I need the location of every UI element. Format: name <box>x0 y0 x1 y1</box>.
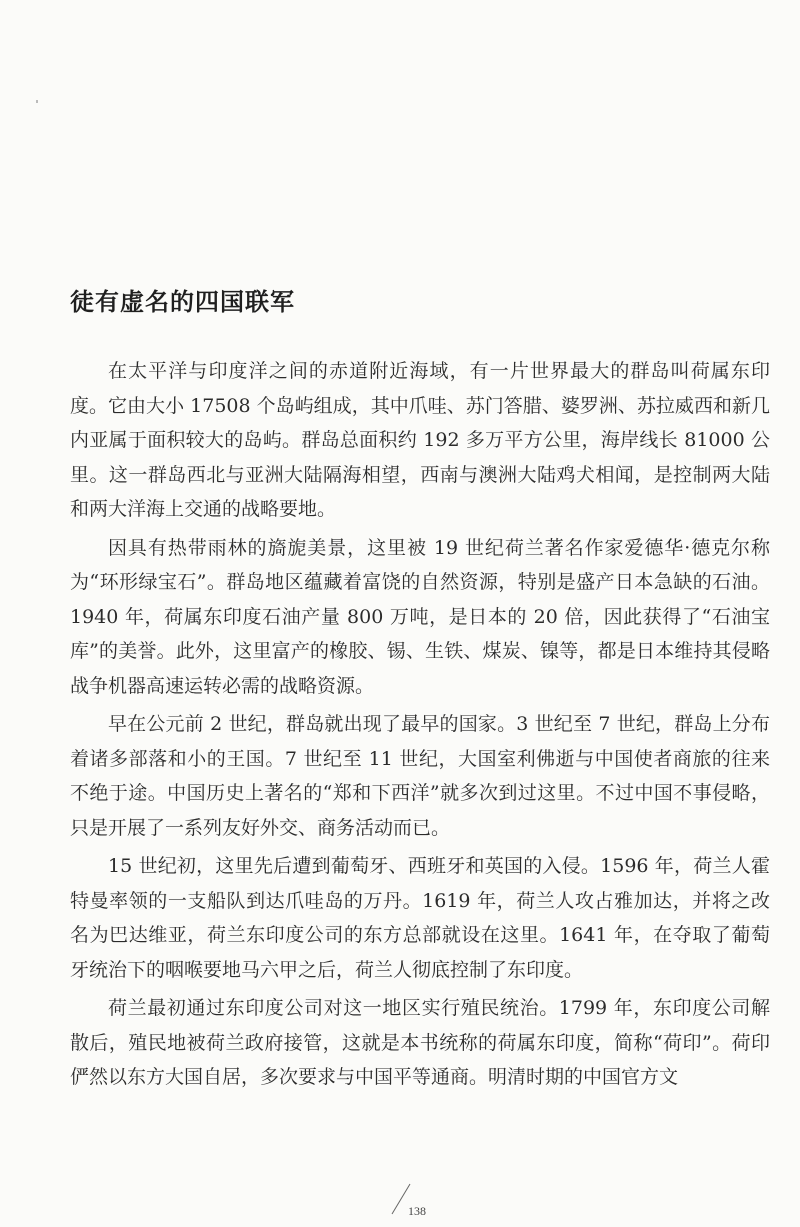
folio <box>388 1182 448 1222</box>
paragraph: 15 世纪初，这里先后遭到葡萄牙、西班牙和英国的入侵。1596 年，荷兰人霍特曼率领的一支船队到达爪哇岛的万丹。1619 年，荷兰人攻占雅加达，并将之改名为巴达维亚，荷兰东印度公司的东方总部就设在这里。1641 年，在夺取了葡萄牙统治下的咽喉要地马六甲之后，荷兰人彻底控制了东印度。 <box>70 855 770 981</box>
paragraph: 在太平洋与印度洋之间的赤道附近海域，有一片世界最大的群岛叫荷属东印度。它由大小 17508 个岛屿组成，其中爪哇、苏门答腊、婆罗洲、苏拉威西和新几内亚属于面积较大的岛屿。群岛总面积约 192 多万平方公里，海岸线长 81000 公里。这一群岛西北与亚洲大陆隔海相望，西南与澳洲大陆鸡犬相闻，是控制两大陆和两大洋海上交通的战略要地。 <box>70 360 770 520</box>
print-speck <box>36 100 38 103</box>
paragraph: 因具有热带雨林的旖旎美景，这里被 19 世纪荷兰著名作家爱德华·德克尔称为“环形绿宝石”。群岛地区蕴藏着富饶的自然资源，特别是盛产日本急缺的石油。1940 年，荷属东印度石油产量 800 万吨，是日本的 20 倍，因此获得了“石油宝库”的美誉。此外，这里富产的橡胶、锡、生铁、煤炭、镍等，都是日本维持其侵略战争机器高速运转必需的战略资源。 <box>70 536 770 697</box>
page-number: 138 <box>408 1204 426 1218</box>
body-text <box>70 354 770 1099</box>
paragraph: 荷兰最初通过东印度公司对这一地区实行殖民统治。1799 年，东印度公司解散后，殖民地被荷兰政府接管，这就是本书统称的荷属东印度，简称“荷印”。荷印俨然以东方大国自居，多次要求与中国平等通商。明清时期的中国官方文 <box>70 997 770 1088</box>
paragraph: 早在公元前 2 世纪，群岛就出现了最早的国家。3 世纪至 7 世纪，群岛上分布着诸多部落和小的王国。7 世纪至 11 世纪，大国室利佛逝与中国使者商旅的往来不绝于途。中国历史上著名的“郑和下西洋”就多次到过这里。不过中国不事侵略，只是开展了一系列友好外交、商务活动而已。 <box>70 713 770 839</box>
chapter-title: 徒有虚名的四国联军 <box>70 288 295 316</box>
